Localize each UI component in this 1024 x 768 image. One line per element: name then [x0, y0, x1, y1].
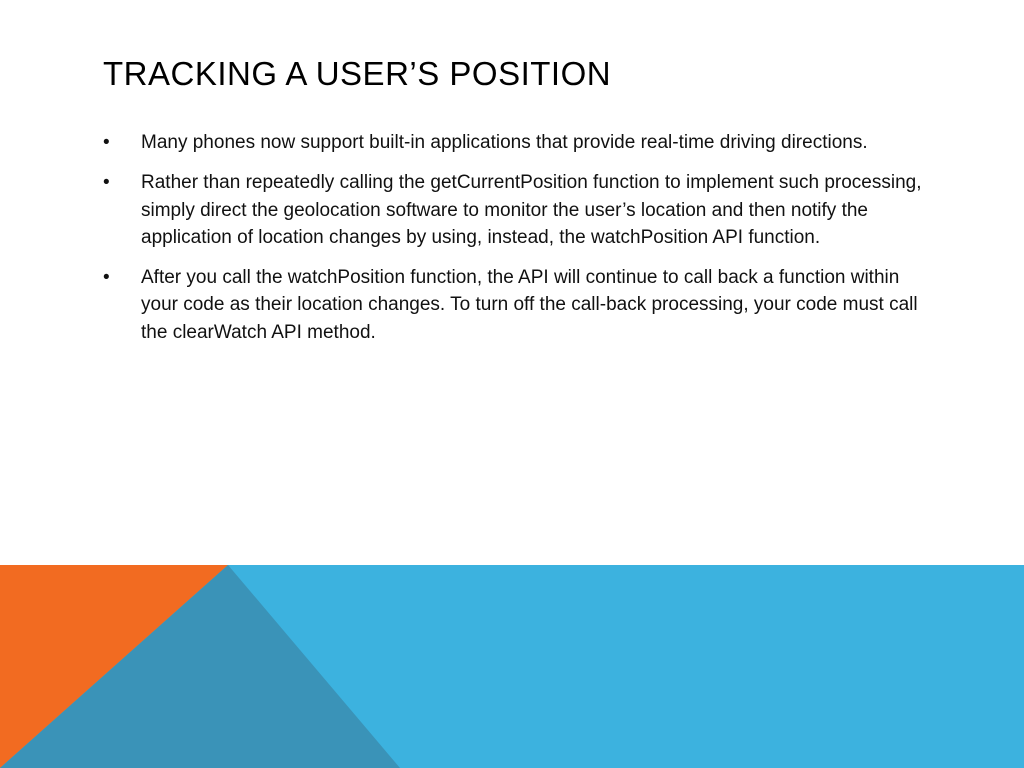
bullet-text: Rather than repeatedly calling the getCurrentPosition function to implement such processing, simply direct the geolocation software to monitor the user’s location and then notify the application of location changes by using, instead, the watchPosition API function. — [141, 172, 922, 248]
bullet-item — [103, 169, 923, 251]
slide-title: TRACKING A USER’S POSITION — [103, 55, 612, 92]
bullet-icon: • — [103, 267, 110, 289]
bullet-icon: • — [103, 132, 110, 153]
bullet-list — [103, 129, 923, 359]
bullet-text: Many phones now support built-in applications that provide real-time driving directions. — [141, 132, 868, 153]
bullet-text: After you call the watchPosition function, the API will continue to call back a function within your code as their location changes. To turn off the call-back processing, your code must call the clearWatch API method. — [141, 267, 918, 343]
bullet-item — [103, 129, 923, 156]
decorative-footer-shapes — [0, 565, 1024, 768]
bullet-icon: • — [103, 172, 110, 194]
bullet-item — [103, 264, 923, 346]
